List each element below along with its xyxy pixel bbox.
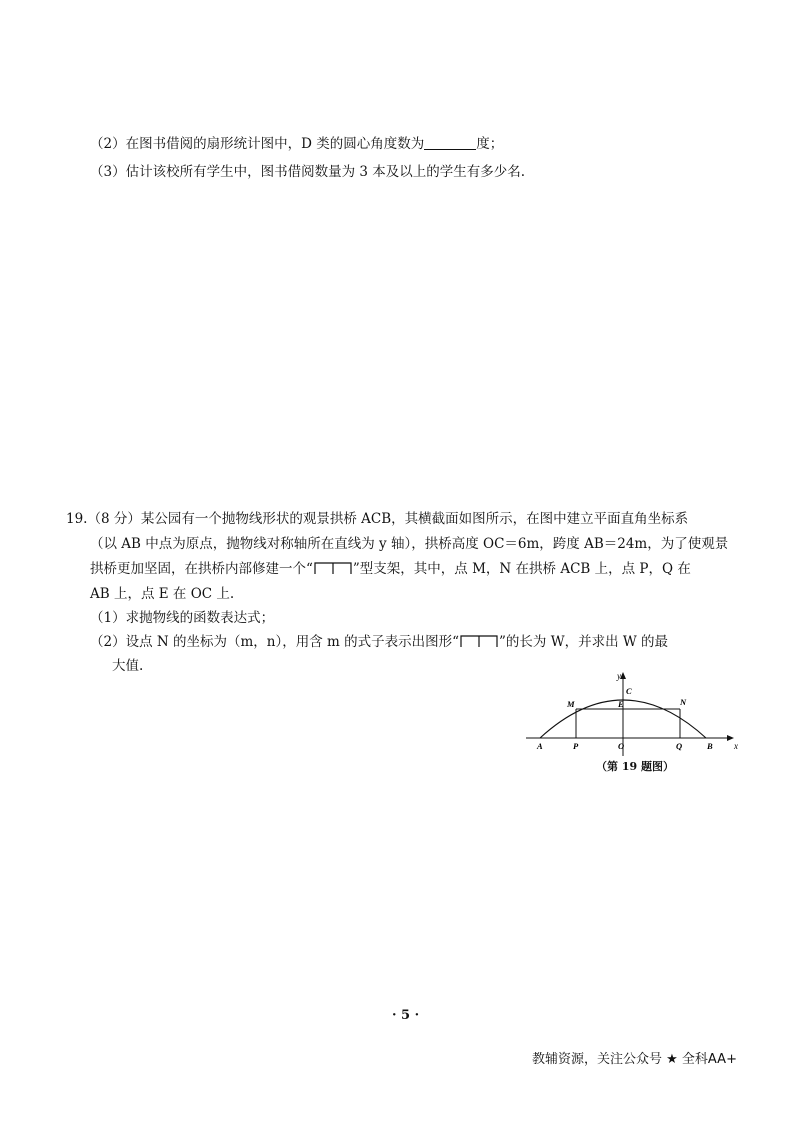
bracket-frame-icon	[459, 635, 499, 647]
label-E: E	[618, 699, 624, 709]
parabola-bridge-figure	[522, 668, 742, 763]
label-M: M	[567, 699, 575, 709]
footer-text: 教辅资源，关注公众号 ★ 全科AA+	[532, 1052, 737, 1067]
q19-part2-after: ”的长为 W，并求出 W 的最	[499, 634, 669, 650]
label-N: N	[680, 697, 687, 707]
q18-part2	[90, 134, 503, 154]
bracket-frame-icon	[313, 562, 353, 574]
label-A: A	[537, 741, 543, 751]
q18-part2-unit: 度；	[476, 136, 504, 152]
label-Q: Q	[676, 741, 683, 751]
q18-part2-text: （2）在图书借阅的扇形统计图中，D 类的圆心角度数为	[90, 136, 425, 152]
answer-blank[interactable]	[424, 135, 476, 150]
label-B: B	[707, 741, 713, 751]
q19-part2-cont: 大值.	[112, 658, 144, 674]
label-C: C	[626, 686, 632, 696]
q19-line3-after: ”型支架，其中，点 M，N 在拱桥 ACB 上，点 P，Q 在	[352, 561, 691, 577]
figure-caption: （第 19 题图）	[596, 760, 674, 773]
q19-part2	[90, 632, 668, 652]
x-axis-label: x	[734, 741, 738, 751]
label-O: O	[618, 741, 625, 751]
q19-line4: AB 上，点 E 在 OC 上.	[90, 586, 235, 602]
q19-part1: （1）求抛物线的函数表达式；	[90, 610, 275, 626]
q19-line3-before: 拱桥更加坚固，在拱桥内部修建一个“	[90, 561, 313, 577]
q18-part3: （3）估计该校所有学生中，图书借阅数量为 3 本及以上的学生有多少名.	[90, 164, 526, 180]
x-axis-arrow-icon	[727, 735, 734, 741]
q19-line3	[90, 559, 691, 579]
q19-line2: （以 AB 中点为原点，抛物线对称轴所在直线为 y 轴），拱桥高度 OC＝6m，跨度 AB＝24m，为了使观景	[90, 536, 729, 552]
label-P: P	[573, 741, 579, 751]
y-axis-label: y	[617, 671, 621, 681]
page-number: · 5 ·	[392, 1008, 420, 1023]
q19-line1: 19.（8 分）某公园有一个抛物线形状的观景拱桥 ACB，其横截面如图所示，在图中建立平面直角坐标系	[66, 511, 689, 527]
q19-part2-before: （2）设点 N 的坐标为（m，n），用含 m 的式子表示出图形“	[90, 634, 460, 650]
